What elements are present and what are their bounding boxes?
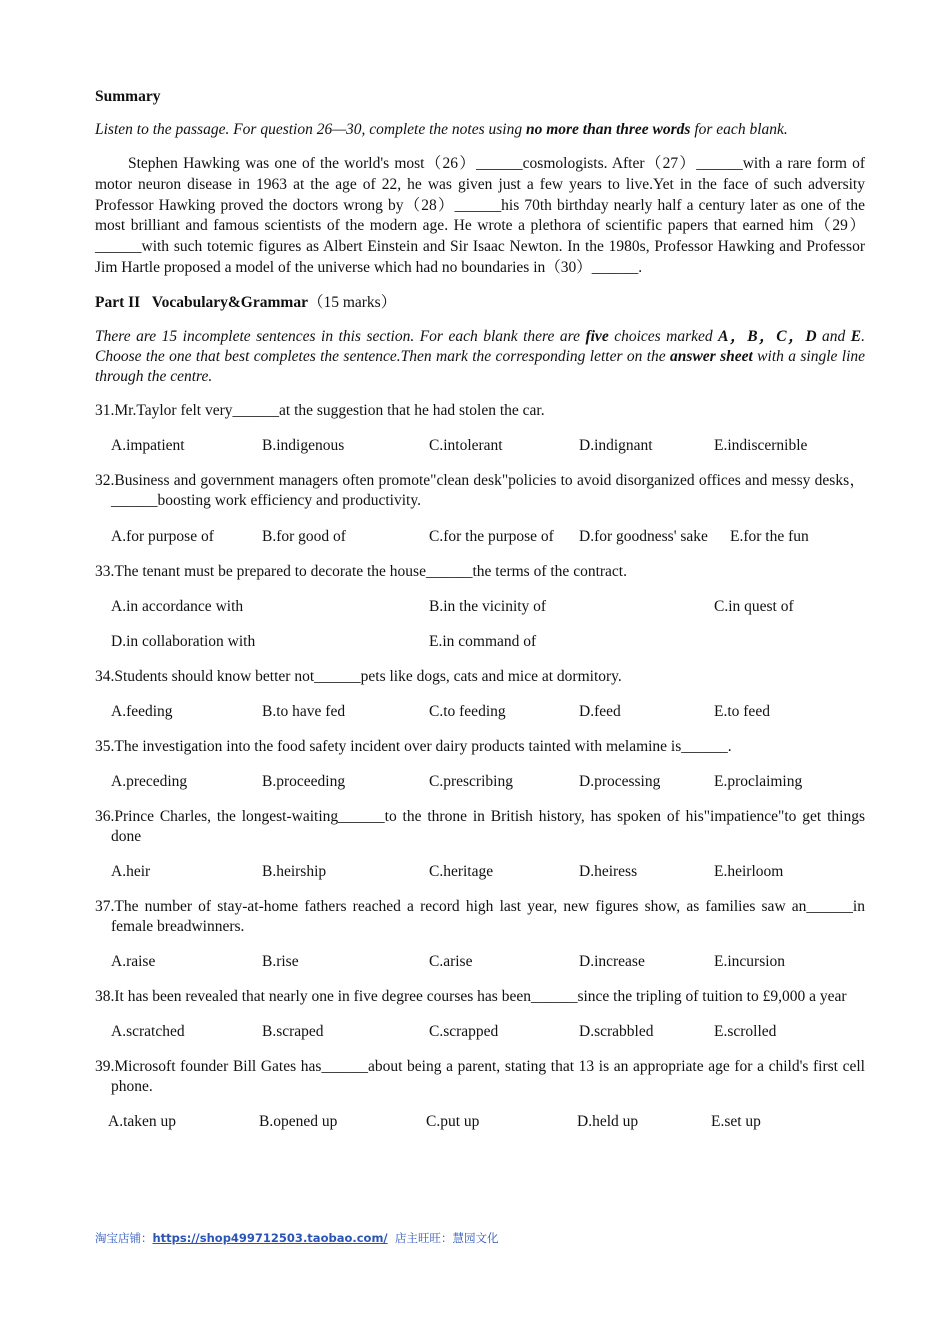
part2-instruction: There are 15 incomplete sentences in this section. For each blank there are five choices marked A，B，C，D and E. Choose the one that best completes the sentence.Then mark the corresponding letter on the answer sheet with a single line through the centre. bbox=[95, 327, 866, 385]
options-37 bbox=[95, 952, 865, 972]
part2-heading: Part II Vocabulary&Grammar（15 marks） bbox=[95, 293, 397, 311]
question-39: 39.Microsoft founder Bill Gates has______about being a parent, stating that 13 is an appropriate age for a child's first cell phone. bbox=[95, 1057, 865, 1095]
document-page bbox=[95, 88, 865, 1132]
option-d: D.heiress bbox=[579, 862, 638, 880]
shop-link[interactable]: https://shop499712503.taobao.com/ bbox=[152, 1231, 388, 1245]
options-33-row1 bbox=[95, 597, 865, 617]
option-e: E.heirloom bbox=[714, 862, 784, 880]
option-d: D.for goodness' sake bbox=[579, 527, 708, 545]
option-c: C.prescribing bbox=[429, 772, 513, 790]
option-a: A.scratched bbox=[111, 1022, 185, 1040]
summary-passage: Stephen Hawking was one of the world's most（26）______cosmologists. After（27）______with a rare form of motor neuron disease in 1963 at the age of 22, he was given just a few years to live.Yet in the face of such adversity Professor Hawking proved the doctors wrong by（28）______his 70th birthday nearly half a century later as one of the most brilliant and famous scientists of the modern age. He wrote a plethora of scientific papers that earned him（29）______with such totemic figures as Albert Einstein and Sir Isaac Newton. In the 1980s, Professor Hawking and Professor Jim Hartle proposed a model of the universe which had no boundaries in（30）______. bbox=[95, 155, 865, 276]
option-c: C.put up bbox=[426, 1112, 480, 1130]
option-b: B.heirship bbox=[262, 862, 327, 880]
options-36 bbox=[95, 862, 865, 882]
option-d: D.feed bbox=[579, 702, 621, 720]
option-a: A.preceding bbox=[111, 772, 188, 790]
options-33-row2 bbox=[95, 632, 865, 652]
page-footer bbox=[95, 1230, 498, 1246]
option-d: D.scrabbled bbox=[579, 1022, 654, 1040]
option-b: B.proceeding bbox=[262, 772, 346, 790]
question-38: 38.It has been revealed that nearly one in five degree courses has been______since the tripling of tuition to £9,000 a year bbox=[95, 987, 847, 1005]
option-b: B.for good of bbox=[262, 527, 346, 545]
option-b: B.in the vicinity of bbox=[429, 597, 547, 615]
option-b: B.rise bbox=[262, 952, 299, 970]
option-a: A.taken up bbox=[108, 1112, 177, 1130]
option-d: D.indignant bbox=[579, 436, 653, 454]
option-c: C.arise bbox=[429, 952, 473, 970]
option-c: C.intolerant bbox=[429, 436, 503, 454]
option-c: C.to feeding bbox=[429, 702, 506, 720]
option-e: E.to feed bbox=[714, 702, 770, 720]
option-e: E.indiscernible bbox=[714, 436, 808, 454]
option-a: A.heir bbox=[111, 862, 151, 880]
options-35 bbox=[95, 772, 865, 792]
option-b: B.to have fed bbox=[262, 702, 346, 720]
question-32: 32.Business and government managers often promote"clean desk"policies to avoid disorganized offices and messy desks，______boosting work efficiency and productivity. bbox=[95, 471, 865, 509]
question-31: 31.Mr.Taylor felt very______at the suggestion that he had stolen the car. bbox=[95, 401, 545, 419]
option-d: D.increase bbox=[579, 952, 645, 970]
option-e: E.scrolled bbox=[714, 1022, 777, 1040]
options-32 bbox=[95, 527, 865, 547]
option-a: A.for purpose of bbox=[111, 527, 214, 545]
option-c: C.heritage bbox=[429, 862, 494, 880]
option-c: C.scrapped bbox=[429, 1022, 499, 1040]
option-b: B.indigenous bbox=[262, 436, 345, 454]
options-34 bbox=[95, 702, 865, 722]
option-d: D.held up bbox=[577, 1112, 639, 1130]
option-d: D.processing bbox=[579, 772, 661, 790]
option-a: A.raise bbox=[111, 952, 156, 970]
options-38 bbox=[95, 1022, 865, 1042]
option-d: D.in collaboration with bbox=[111, 632, 256, 650]
options-39 bbox=[95, 1112, 865, 1132]
options-31 bbox=[95, 436, 865, 456]
question-34: 34.Students should know better not______pets like dogs, cats and mice at dormitory. bbox=[95, 667, 622, 685]
question-35: 35.The investigation into the food safety incident over dairy products tainted with melamine is______. bbox=[95, 737, 732, 755]
summary-heading: Summary bbox=[95, 88, 161, 105]
option-e: E.proclaiming bbox=[714, 772, 803, 790]
option-e: E.set up bbox=[711, 1112, 761, 1130]
option-a: A.feeding bbox=[111, 702, 173, 720]
option-b: B.opened up bbox=[259, 1112, 338, 1130]
question-33: 33.The tenant must be prepared to decorate the house______the terms of the contract. bbox=[95, 562, 627, 580]
option-a: A.impatient bbox=[111, 436, 185, 454]
summary-instruction: Listen to the passage. For question 26—30, complete the notes using no more than three words for each blank. bbox=[95, 121, 788, 138]
footer-suffix: 店主旺旺：慧园文化 bbox=[387, 1231, 499, 1245]
question-37: 37.The number of stay-at-home fathers reached a record high last year, new figures show, as families saw an______in female breadwinners. bbox=[95, 897, 865, 935]
option-c: C.for the purpose of bbox=[429, 527, 554, 545]
option-a: A.in accordance with bbox=[111, 597, 244, 615]
option-e: E.for the fun bbox=[730, 527, 809, 545]
footer-label: 淘宝店铺： bbox=[95, 1231, 153, 1245]
option-c: C.in quest of bbox=[714, 597, 794, 615]
option-e: E.in command of bbox=[429, 632, 537, 650]
question-36: 36.Prince Charles, the longest-waiting______to the throne in British history, has spoken of his"impatience"to get things done bbox=[95, 807, 865, 845]
option-e: E.incursion bbox=[714, 952, 786, 970]
option-b: B.scraped bbox=[262, 1022, 324, 1040]
